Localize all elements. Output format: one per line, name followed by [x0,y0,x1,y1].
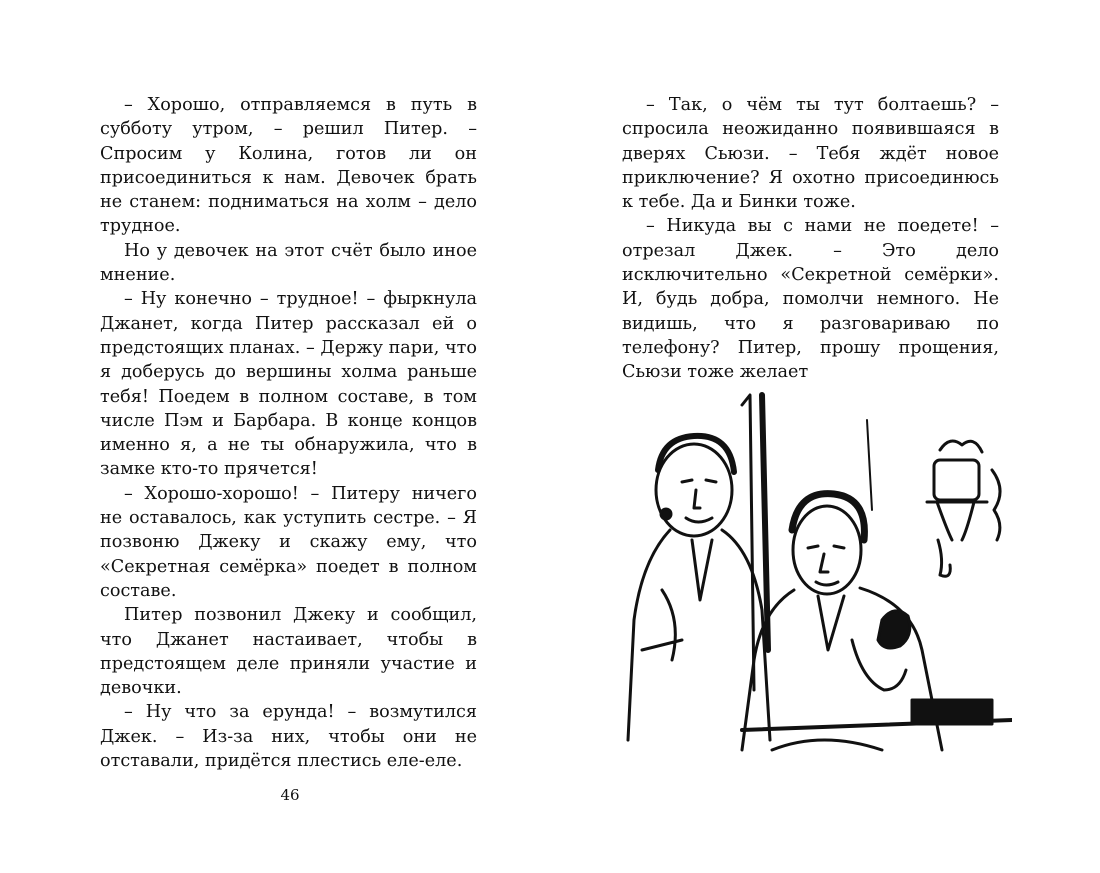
right-paragraph-2: – Никуда вы с нами не поедете! – отрезал Джек. – Это дело исключительно «Секретной семёрки». И, будь добра, помолчи немного. Не видишь, что я разговариваю по телефону? Питер, прошу прощения, Сьюзи тоже желает [622,216,999,383]
illustration-icon [622,390,1012,755]
left-paragraph-1: – Хорошо, отправляемся в путь в субботу утром, – решил Питер. – Спросим у Колина, готов ли он присоединиться к нам. Девочек брать не станем: подниматься на холм – дело трудное. [100,95,477,237]
page-number: 46 [280,786,300,804]
right-page-text [622,93,999,385]
right-paragraph-1: – Так, о чём ты тут болтаешь? – спросила неожиданно появившаяся в дверях Сьюзи. – Тебя ждёт новое приключение? Я охотно присоединюсь к тебе. Да и Бинки тоже. [622,95,999,213]
left-paragraph-6: – Ну что за ерунда! – возмутился Джек. – Из-за них, чтобы они не отставали, придётся плестись еле-еле. [100,702,477,772]
left-page-text [100,93,477,773]
ink-illustration [622,390,1012,755]
left-paragraph-2: Но у девочек на этот счёт было иное мнение. [100,240,477,286]
left-paragraph-4: – Хорошо-хорошо! – Питеру ничего не оставалось, как уступить сестре. – Я позвоню Джеку и скажу ему, что «Секретная семёрка» поедет в полном составе. [100,483,477,601]
left-paragraph-3: – Ну конечно – трудное! – фыркнула Джанет, когда Питер рассказал ей о предстоящих планах. – Держу пари, что я доберусь до вершины холма раньше тебя! Поедем в полном составе, в том числе Пэм и Барбара. В конце концов именно я, а не ты обнаружила, что в замке кто-то прячется! [100,289,477,480]
left-paragraph-5: Питер позвонил Джеку и сообщил, что Джанет настаивает, чтобы в предстоящем деле приняли участие и девочки. [100,605,477,699]
